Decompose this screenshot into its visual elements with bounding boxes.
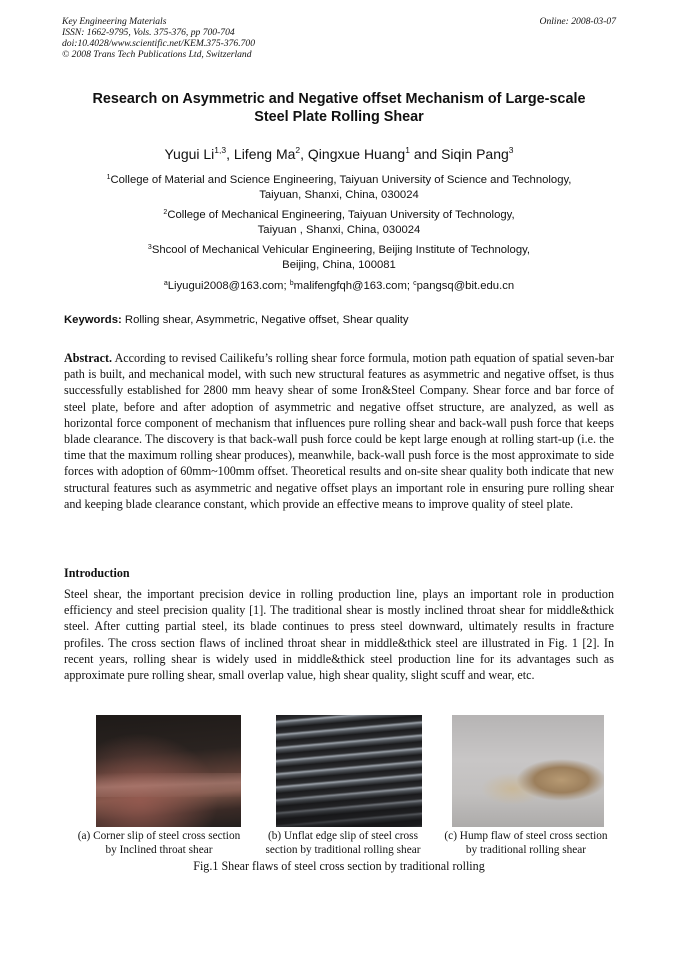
email-sup: a — [163, 280, 168, 287]
author-name: Yugui Li — [164, 146, 215, 162]
affiliation-line: College of Material and Science Engineering, Taiyuan University of Science and Technology, — [110, 174, 572, 186]
caption-line: (a) Corner slip of steel cross section — [77, 830, 241, 842]
abstract — [64, 350, 614, 512]
journal-name: Key Engineering Materials — [62, 16, 167, 27]
title-line-1: Research on Asymmetric and Negative offset Mechanism of Large-scale — [92, 91, 586, 107]
keywords — [64, 314, 409, 326]
online-date: Online: 2008-03-07 — [539, 16, 616, 27]
author-name: Siqin Pang — [441, 146, 509, 162]
affiliation-sup: 3 — [147, 244, 152, 251]
keywords-text: Rolling shear, Asymmetric, Negative offset, Shear quality — [121, 314, 409, 326]
journal-header — [62, 16, 255, 60]
affiliation-line: Taiyuan, Shanxi, China, 030024 — [259, 188, 419, 201]
caption-line: by traditional rolling shear — [465, 844, 587, 856]
issn: ISSN: 1662-9795, Vols. 375-376, pp 700-704 — [62, 27, 235, 38]
figure-photo-a — [96, 715, 241, 827]
figure-caption-a — [66, 829, 252, 857]
doi: doi:10.4028/www.scientific.net/KEM.375-376.700 — [62, 38, 256, 49]
figure-photo-c — [452, 715, 604, 827]
abstract-text: According to revised Cailikefu’s rolling shear force formula, motion path equation of spatial seven-bar path is built, and mechanical model, with such new structural features as asymmetric and negative offset, is thus successfully established for 2800 mm heavy shear of some Iron&Steel Company. Shear force and bar force of steel plate, before and after adoption of asymmetric and negative offset structure, are analyzed, as well as horizontal force component of mechanism that influences pure rolling shear and back-wall push force that keeps blade clearance. The discovery is that back-wall push force could be kept large enough at rolling start-up (i.e. the time that the maximum rolling shear produces), meanwhile, back-wall push force is the most approximate to side forces with adoption of 60mm~100mm offset. Theoretical results and on-site shear quality both indicate that new structural features such as asymmetric and negative offset plays an important role in ensuring pure rolling shear and keeping blade clearance constant, which provide an effective means to improve quality of steel plate. — [64, 351, 614, 511]
author-and: and — [409, 146, 442, 162]
affiliation-line: Taiyuan , Shanxi, China, 030024 — [257, 223, 421, 236]
title-line-2: Steel Plate Rolling Shear — [254, 109, 424, 125]
affiliation-2 — [40, 206, 638, 237]
abstract-label: Abstract. — [64, 351, 113, 365]
author-name: Qingxue Huang — [307, 146, 406, 162]
figure-title: Fig.1 Shear flaws of steel cross section by traditional rolling — [193, 859, 485, 873]
section-heading-introduction: Introduction — [64, 566, 130, 580]
email[interactable]: malifengfqh@163.com; — [293, 280, 414, 292]
figure-photo-b — [276, 715, 422, 827]
affiliation-sup: 1 — [106, 174, 111, 181]
email-sup: b — [289, 280, 294, 287]
author-sup: 1,3 — [214, 145, 227, 155]
email-list — [40, 277, 638, 294]
author-separator: , — [300, 146, 308, 162]
paper-title — [50, 90, 628, 126]
figure-caption-b — [254, 829, 432, 857]
affiliation-3 — [40, 241, 638, 272]
email-sup: c — [413, 280, 417, 287]
author-sup: 2 — [295, 145, 301, 155]
copyright: © 2008 Trans Tech Publications Ltd, Switzerland — [62, 49, 252, 60]
affiliation-1 — [40, 171, 638, 202]
introduction-paragraph: Steel shear, the important precision device in rolling production line, plays an important role in production efficiency and steel precision quality [1]. The traditional shear is mostly inclined throat shear for middle&thick steel. After cutting partial steel, its blade continues to press steel downward, ultimately results in fracture profiles. The cross section flaws of inclined throat shear in middle&thick steel are illustrated in Fig. 1 [2]. In recent years, rolling shear is widely used in middle&thick steel production line for its advantages such as approximate pure rolling shear, small overlap value, high shear quality, slight scuff and wear, etc. — [64, 587, 614, 683]
caption-line: (c) Hump flaw of steel cross section — [444, 830, 608, 842]
author-sup: 1 — [405, 145, 410, 155]
affiliation-line: Beijing, China, 100081 — [282, 258, 396, 271]
figure-caption-c — [434, 829, 618, 857]
author-list — [0, 145, 678, 162]
keywords-label: Keywords: — [64, 314, 122, 326]
affiliation-line: College of Mechanical Engineering, Taiyuan University of Technology, — [167, 209, 515, 221]
affiliation-sup: 2 — [163, 209, 168, 216]
caption-line: (b) Unflat edge slip of steel cross — [268, 830, 418, 842]
author-sup: 3 — [508, 145, 514, 155]
affiliation-line: Shcool of Mechanical Vehicular Engineering, Beijing Institute of Technology, — [151, 244, 531, 256]
caption-line: section by traditional rolling shear — [265, 844, 421, 856]
email[interactable]: Liyugui2008@163.com; — [167, 280, 290, 292]
author-name: Lifeng Ma — [233, 146, 296, 162]
author-separator: , — [226, 146, 234, 162]
email[interactable]: pangsq@bit.edu.cn — [416, 280, 515, 292]
caption-line: by Inclined throat shear — [105, 844, 213, 856]
